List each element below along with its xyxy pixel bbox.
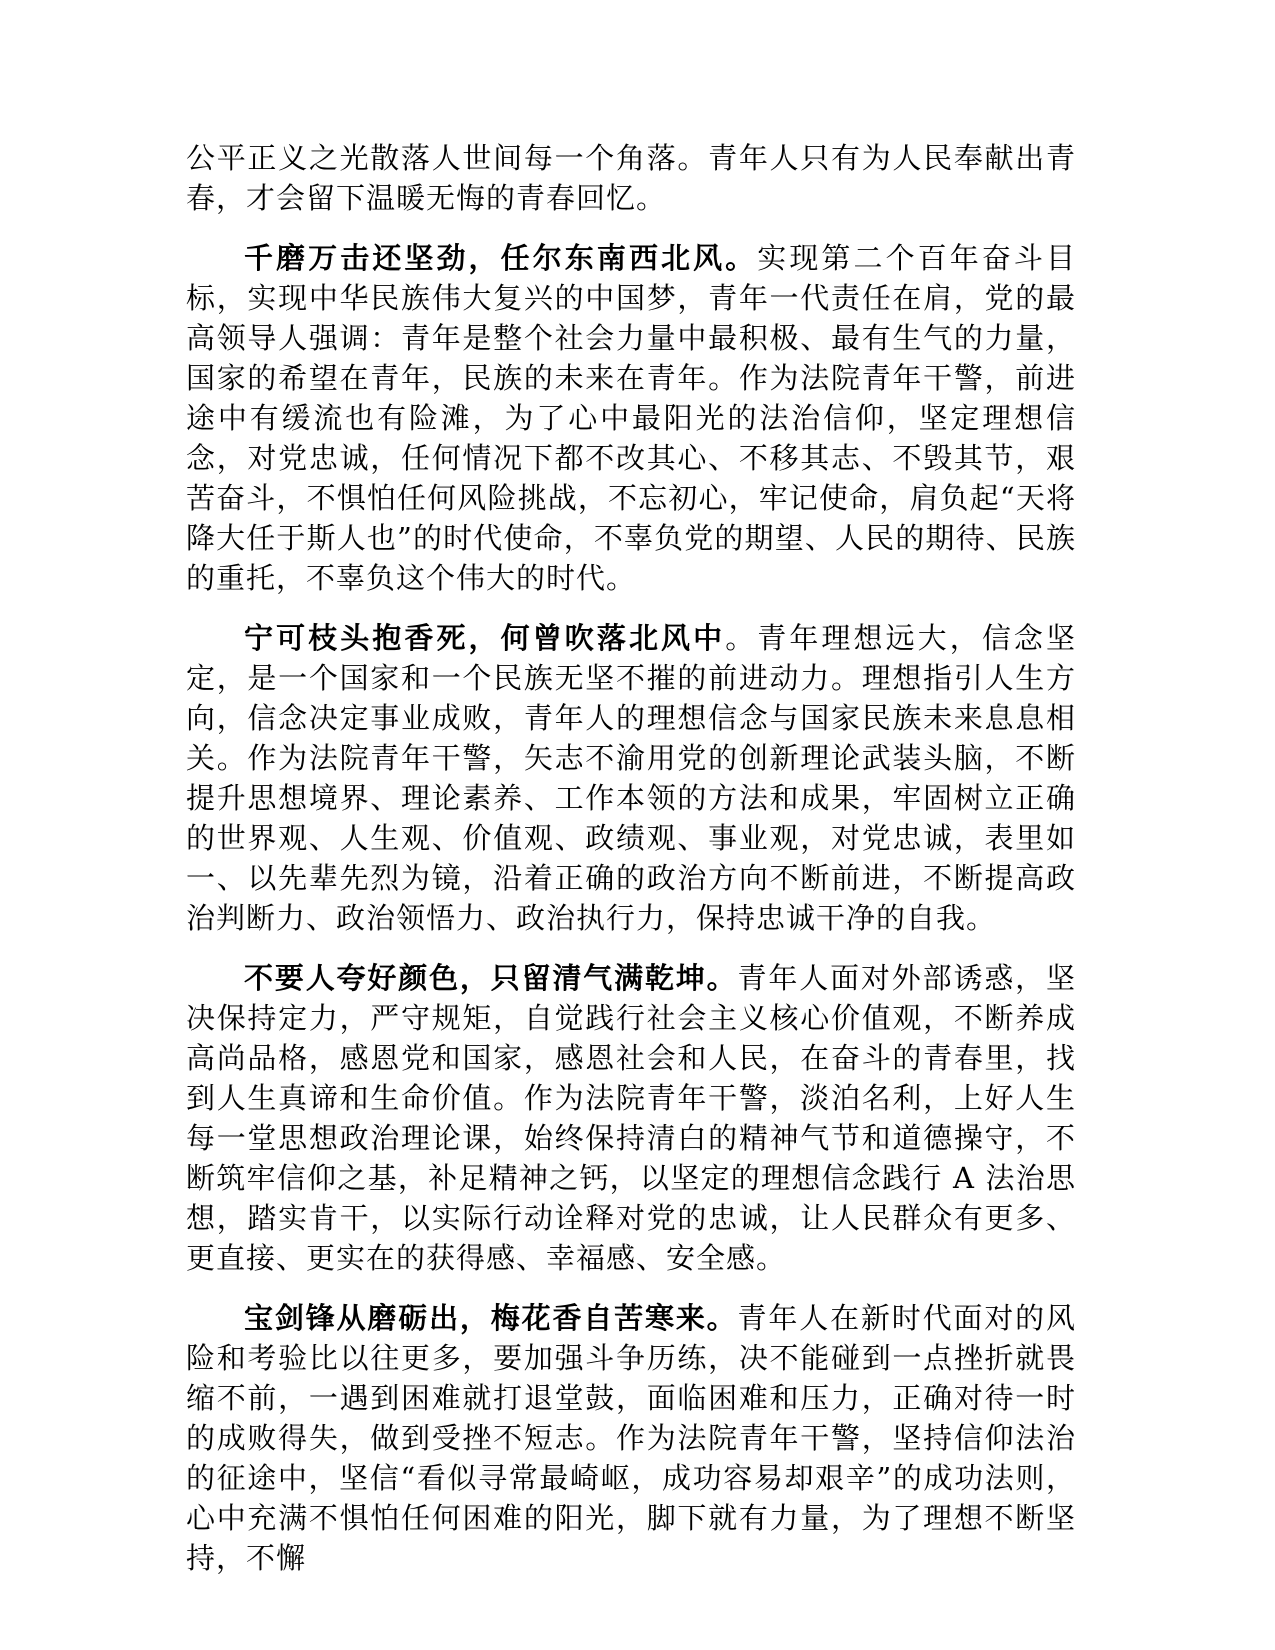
paragraph-lead: 千磨万击还坚劲，任尔东南西北风。 [244, 241, 758, 275]
paragraph-text: 公平正义之光散落人世间每一个角落。青年人只有为人民奉献出青春，才会留下温暖无悔的青春回忆。 [186, 141, 1076, 215]
paragraph-text: 。青年理想远大，信念坚定，是一个国家和一个民族无坚不摧的前进动力。理想指引人生方向，信念决定事业成败，青年人的理想信念与国家民族未来息息相关。作为法院青年干警，矢志不渝用党的创新理论武装头脑，不断提升思想境界、理论素养、工作本领的方法和成果，牢固树立正确的世界观、人生观、价值观、政绩观、事业观，对党忠诚，表里如一、以先辈先烈为镜，沿着正确的政治方向不断前进，不断提高政治判断力、政治领悟力、政治执行力，保持忠诚干净的自我。 [186, 621, 1076, 935]
paragraph-text: 青年人在新时代面对的风险和考验比以往更多，要加强斗争历练，决不能碰到一点挫折就畏缩不前，一遇到困难就打退堂鼓，面临困难和压力，正确对待一时的成败得失，做到受挫不短志。作为法院青年干警，坚持信仰法治的征途中，坚信“看似寻常最崎岖，成功容易却艰辛”的成功法则，心中充满不惧怕任何困难的阳光，脚下就有力量，为了理想不断坚持，不懈 [186, 1301, 1076, 1575]
paragraph-integrity [186, 958, 1076, 1278]
paragraph-ideals [186, 618, 1076, 938]
paragraph-text: 青年人面对外部诱惑，坚决保持定力，严守规矩，自觉践行社会主义核心价值观，不断养成高尚品格，感恩党和国家，感恩社会和人民，在奋斗的青春里，找到人生真谛和生命价值。作为法院青年干警，淡泊名利，上好人生每一堂思想政治理论课，始终保持清白的精神气节和道德操守，不断筑牢信仰之基，补足精神之钙，以坚定的理想信念践行 A 法治思想，踏实肯干，以实际行动诠释对党的忠诚，让人民群众有更多、更直接、更实在的获得感、幸福感、安全感。 [186, 961, 1076, 1275]
paragraph-intro [186, 138, 1076, 218]
paragraph-text: 实现第二个百年奋斗目标，实现中华民族伟大复兴的中国梦，青年一代责任在肩，党的最高领导人强调：青年是整个社会力量中最积极、最有生气的力量，国家的希望在青年，民族的未来在青年。作为法院青年干警，前进途中有缓流也有险滩，为了心中最阳光的法治信仰，坚定理想信念，对党忠诚，任何情况下都不改其心、不移其志、不毁其节，艰苦奋斗，不惧怕任何风险挑战，不忘初心，牢记使命，肩负起“天将降大任于斯人也”的时代使命，不辜负党的期望、人民的期待、民族的重托，不辜负这个伟大的时代。 [186, 241, 1076, 595]
paragraph-lead: 宝剑锋从磨砺出，梅花香自苦寒来。 [244, 1301, 738, 1335]
paragraph-resilience [186, 238, 1076, 598]
paragraph-lead: 宁可枝头抱香死，何曾吹落北风中 [244, 621, 726, 655]
document-page [186, 138, 1076, 1578]
paragraph-perseverance [186, 1298, 1076, 1578]
paragraph-lead: 不要人夸好颜色，只留清气满乾坤。 [244, 961, 738, 995]
